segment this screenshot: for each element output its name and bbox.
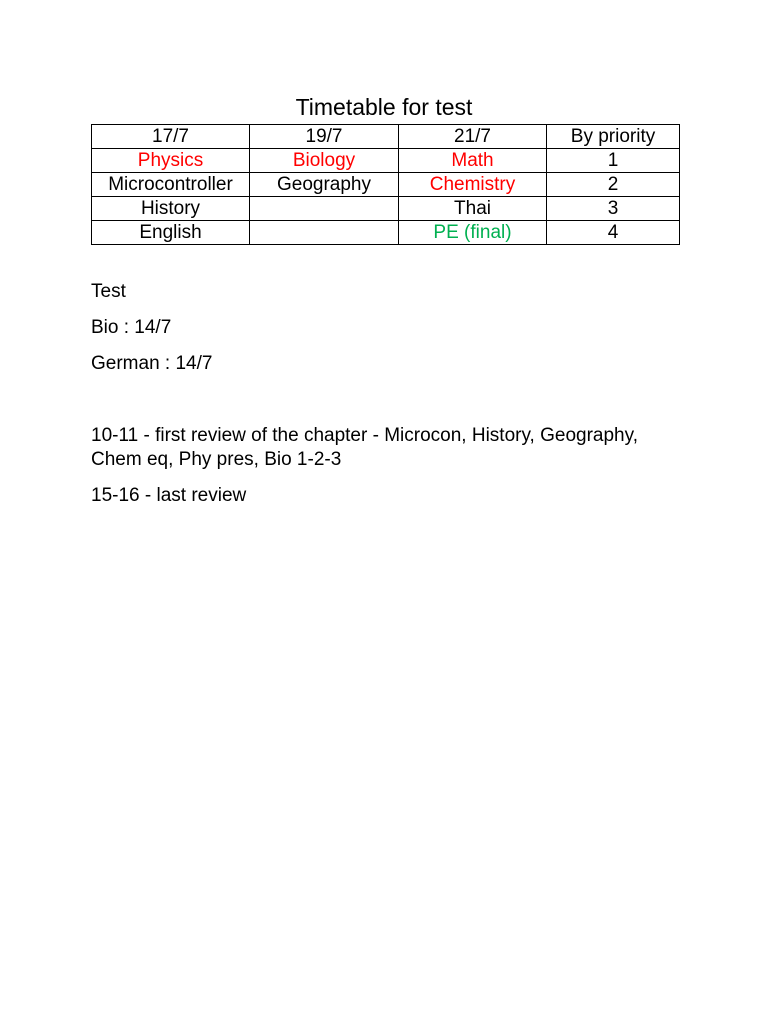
table-header-cell: 19/7 [250,125,399,149]
table-row [92,221,680,245]
table-cell: Math [399,149,547,173]
table-cell: 2 [547,173,680,197]
table-cell: 4 [547,221,680,245]
note-line: 10-11 - first review of the chapter - Microcon, History, Geography, [91,425,638,446]
test-label [91,280,691,304]
table-cell: History [92,197,250,221]
note-line: 15-16 - last review [91,485,247,506]
table-cell: Thai [399,197,547,221]
table-cell: Chemistry [399,173,547,197]
table-cell: PE (final) [399,221,547,245]
german-test-date [91,352,691,376]
table-header-cell: By priority [547,125,680,149]
table-cell: English [92,221,250,245]
table-header-cell: 21/7 [399,125,547,149]
table-row [92,173,680,197]
table-row [92,149,680,173]
table-cell: Physics [92,149,250,173]
table-cell: 1 [547,149,680,173]
table-header-row [92,125,680,149]
table-cell: 3 [547,197,680,221]
table-cell: Biology [250,149,399,173]
table-cell: Microcontroller [92,173,250,197]
table-cell [250,197,399,221]
note-line: Test [91,281,126,302]
timetable [91,124,680,245]
page-title: Timetable for test [295,94,473,120]
note-line: Chem eq, Phy pres, Bio 1-2-3 [91,449,342,470]
first-review-note [91,424,691,472]
note-line: Bio : 14/7 [91,317,172,338]
table-cell: Geography [250,173,399,197]
table-cell [250,221,399,245]
table-row [92,197,680,221]
bio-test-date [91,316,691,340]
note-line: German : 14/7 [91,353,213,374]
last-review-note [91,484,691,508]
table-header-cell: 17/7 [92,125,250,149]
